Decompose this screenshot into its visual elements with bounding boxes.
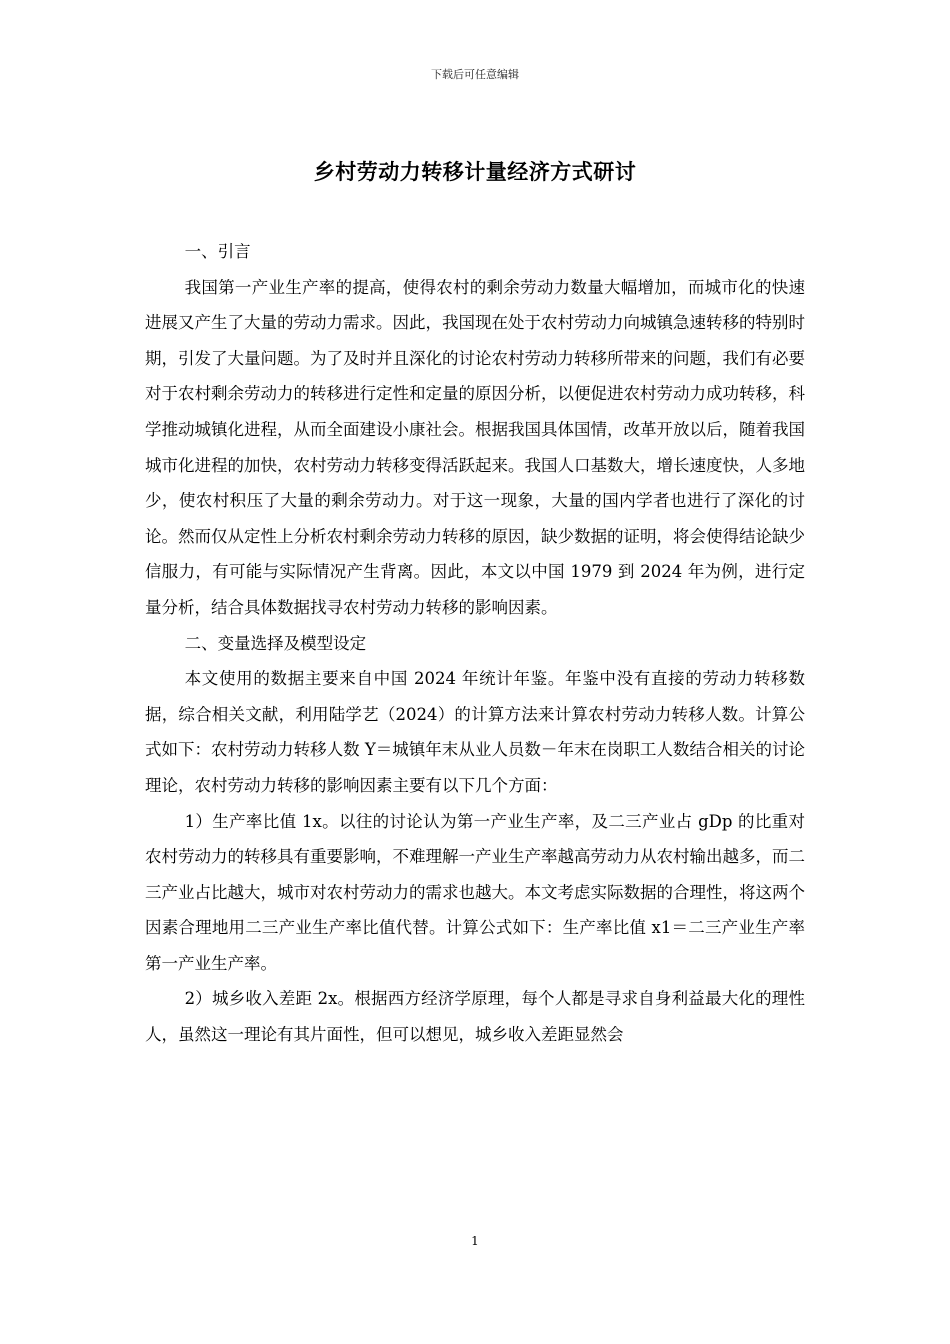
paragraph: 1）生产率比值 1x。以往的讨论认为第一产业生产率，及二三产业占 gDp 的比重对农村劳动力的转移具有重要影响，不难理解一产业生产率越高劳动力从农村输出越多，而二三产业占比越大，城市对农村劳动力的需求也越大。本文考虑实际数据的合理性，将这两个因素合理地用二三产业生产率比值代替。计算公式如下：生产率比值 x1＝二三产业生产率第一产业生产率。 xyxy=(145,811,805,973)
paragraph: 我国第一产业生产率的提高，使得农村的剩余劳动力数量大幅增加，而城市化的快速进展又产生了大量的劳动力需求。因此，我国现在处于农村劳动力向城镇急速转移的特别时期，引发了大量问题。为了及时并且深化的讨论农村劳动力转移所带来的问题，我们有必要对于农村剩余劳动力的转移进行定性和定量的原因分析，以便促进农村劳动力成功转移，科学推动城镇化进程，从而全面建设小康社会。根据我国具体国情，改革开放以后，随着我国城市化进程的加快，农村劳动力转移变得活跃起来。我国人口基数大，增长速度快，人多地少，使农村积压了大量的剩余劳动力。对于这一现象，大量的国内学者也进行了深化的讨论。然而仅从定性上分析农村剩余劳动力转移的原因，缺少数据的证明，将会使得结论缺少信服力，有可能与实际情况产生背离。因此，本文以中国 1979 到 2024 年为例，进行定量分析，结合具体数据找寻农村劳动力转移的影响因素。 xyxy=(145,277,805,617)
page-number: 1 xyxy=(471,1234,479,1248)
section-heading-variables: 二、变量选择及模型设定 xyxy=(184,633,367,653)
document-body xyxy=(145,234,805,1053)
header-note: 下载后可任意编辑 xyxy=(431,68,519,81)
section-heading-intro: 一、引言 xyxy=(184,242,251,261)
paragraph: 本文使用的数据主要来自中国 2024 年统计年鉴。年鉴中没有直接的劳动力转移数据，综合相关文献，利用陆学艺（2024）的计算方法来计算农村劳动力转移人数。计算公式如下：农村劳动力转移人数 Y＝城镇年末从业人员数－年末在岗职工人数结合相关的讨论理论，农村劳动力转移的影响因素主要有以下几个方面： xyxy=(145,669,805,795)
paragraph: 2）城乡收入差距 2x。根据西方经济学原理，每个人都是寻求自身利益最大化的理性人，虽然这一理论有其片面性，但可以想见，城乡收入差距显然会 xyxy=(145,989,805,1045)
document-title: 乡村劳动力转移计量经济方式研讨 xyxy=(313,160,637,184)
